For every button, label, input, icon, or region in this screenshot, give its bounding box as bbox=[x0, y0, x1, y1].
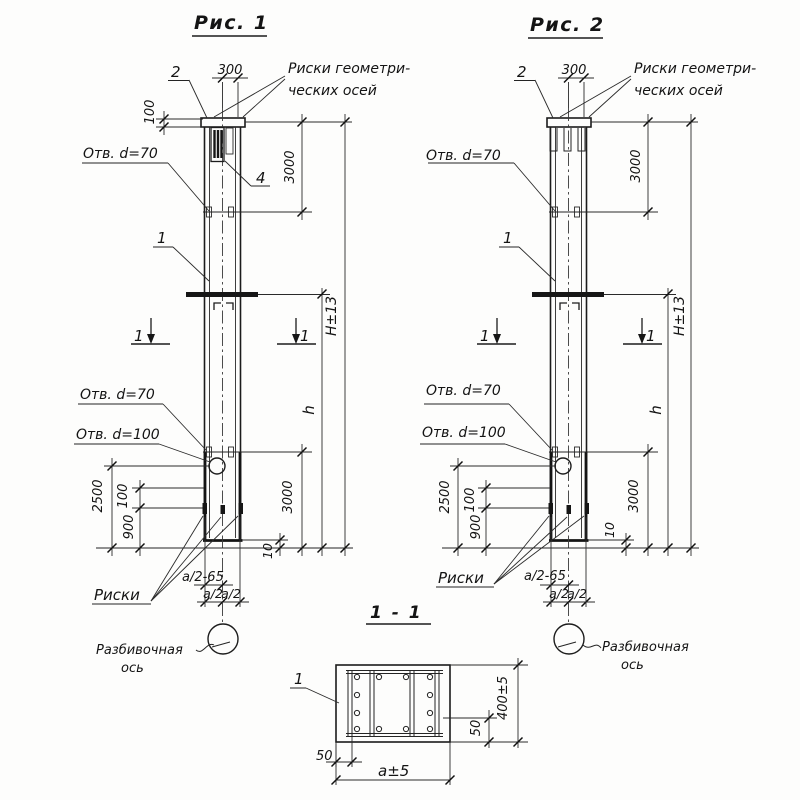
dim-10-label: 10 bbox=[602, 522, 617, 538]
dim-2500-label: 2500 bbox=[438, 480, 453, 514]
figure1-title: Рис. 1 bbox=[194, 12, 269, 34]
section-mark-right-label: 1 bbox=[300, 327, 310, 345]
dim-100-top-lines bbox=[156, 111, 203, 135]
dim-3000-lower-label: 3000 bbox=[281, 480, 296, 514]
section-labels bbox=[294, 603, 511, 780]
section-callout-1-label: 1 bbox=[294, 670, 304, 688]
section-dim-width-label: a±5 bbox=[378, 762, 410, 780]
dim-a2-right-label: a/2 bbox=[221, 586, 241, 601]
dim-10-label: 10 bbox=[260, 543, 275, 559]
figure1-specific bbox=[92, 36, 270, 651]
section-dim-50-right-label: 50 bbox=[469, 719, 484, 737]
hole-d70-upper-label: Отв. d=70 bbox=[83, 146, 158, 162]
dim-a2-left-label: a/2 bbox=[549, 586, 569, 601]
layout-axis-label-line1: Разбивочная bbox=[602, 640, 689, 655]
dim-h-label: h bbox=[300, 405, 318, 415]
hole-d100-label: Отв. d=100 bbox=[422, 425, 506, 441]
section-dimension-ticks bbox=[332, 661, 523, 785]
section-dim-50-bottom-label: 50 bbox=[316, 749, 333, 764]
layout-axis-label-line2: ось bbox=[621, 658, 644, 673]
figure2-labels bbox=[422, 14, 756, 673]
callout-1-label: 1 bbox=[157, 229, 167, 247]
callout-1-label: 1 bbox=[503, 229, 513, 247]
dim-3000-upper-label: 3000 bbox=[629, 149, 644, 183]
hole-d100-label: Отв. d=100 bbox=[76, 427, 160, 443]
callout-4-label: 4 bbox=[256, 169, 266, 187]
section-mark-right-label: 1 bbox=[646, 327, 656, 345]
figure2-title: Рис. 2 bbox=[530, 14, 605, 36]
dim-H-label: H±13 bbox=[324, 295, 340, 337]
dim-H-label: H±13 bbox=[672, 295, 688, 337]
dim-a2-65-label: a/2-65 bbox=[524, 569, 566, 584]
dim-100-lower-label: 100 bbox=[463, 487, 478, 513]
figure2-specific bbox=[436, 38, 603, 648]
rebar-dots bbox=[354, 674, 432, 731]
embedded-insert bbox=[211, 128, 233, 162]
dim-3000-upper-label: 3000 bbox=[283, 150, 298, 184]
dim-3000-lower-label: 3000 bbox=[627, 479, 642, 513]
axes-note-line2: ческих осей bbox=[288, 83, 377, 99]
dim-a2-left-label: a/2 bbox=[203, 586, 223, 601]
dim-300-label: 300 bbox=[561, 63, 587, 78]
dim-100-lower-label: 100 bbox=[116, 483, 131, 509]
hole-d70-lower-label: Отв. d=70 bbox=[80, 387, 155, 403]
callout-1-leader bbox=[290, 688, 339, 703]
layout-axis-label-line2: ось bbox=[121, 661, 144, 676]
axis-label-leader bbox=[583, 645, 601, 648]
axes-note-line2: ческих осей bbox=[634, 83, 723, 99]
hole-d70-upper-label: Отв. d=70 bbox=[426, 148, 501, 164]
section-mark-left-label: 1 bbox=[134, 327, 144, 345]
dim-300-label: 300 bbox=[217, 63, 243, 78]
riski-label: Риски bbox=[94, 586, 140, 604]
dim-a2-65-label: a/2-65 bbox=[182, 570, 224, 585]
dim-900-label: 900 bbox=[469, 514, 484, 540]
dim-a2-right-label: a/2 bbox=[567, 586, 587, 601]
callout-2-label: 2 bbox=[171, 63, 181, 81]
dim-2500-label: 2500 bbox=[91, 479, 106, 513]
riski-label: Риски bbox=[438, 569, 484, 587]
axes-note-line1: Риски геометри- bbox=[634, 61, 757, 77]
callout-2-label: 2 bbox=[517, 63, 527, 81]
layout-axis-label-line1: Разбивочная bbox=[96, 643, 183, 658]
hole-d70-lower-label: Отв. d=70 bbox=[426, 383, 501, 399]
axes-note-line1: Риски геометри- bbox=[288, 61, 411, 77]
section-title: 1 - 1 bbox=[370, 603, 423, 623]
section-mark-left-label: 1 bbox=[480, 327, 490, 345]
dim-h-label: h bbox=[647, 405, 665, 415]
dim-900-label: 900 bbox=[122, 514, 137, 540]
dim-100-top-label: 100 bbox=[143, 99, 158, 125]
section-dim-height-label: 400±5 bbox=[496, 676, 511, 720]
figure1-labels bbox=[76, 12, 410, 676]
